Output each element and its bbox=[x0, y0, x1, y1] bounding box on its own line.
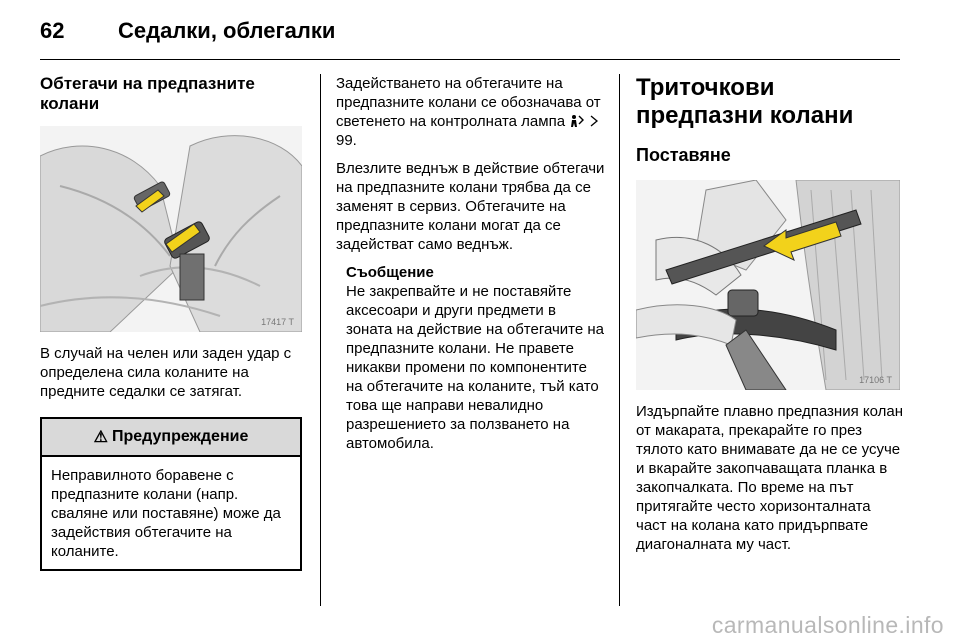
seat-belt-pretensioner-figure bbox=[40, 126, 302, 332]
fastening-belt-figure bbox=[636, 180, 900, 390]
belt-buckle-highlight-icon bbox=[166, 224, 200, 252]
direction-arrow bbox=[636, 180, 900, 390]
highlight-arrows bbox=[40, 126, 302, 332]
replacement-paragraph: Влезлите веднъж в действие обтегачи на предпазните колани трябва да се заменят в сервиз. Обтегачите на предпазните колани могат да се задействат само веднъж. bbox=[336, 160, 605, 253]
activation-indicator-paragraph bbox=[336, 74, 606, 150]
warning-header bbox=[42, 419, 300, 457]
column-middle bbox=[336, 74, 606, 453]
warning-title: Предупреждение bbox=[112, 428, 249, 445]
warning-box bbox=[40, 417, 302, 571]
pull-arrow-icon bbox=[764, 222, 841, 260]
section-heading-three-point-belts: Триточкови предпазни колани bbox=[636, 74, 854, 129]
warning-icon: ⚠ bbox=[93, 429, 108, 446]
section-heading-pretensioners: Обтегачи на предпазните колани bbox=[40, 74, 255, 113]
subheading-fastening: Поставяне bbox=[636, 145, 731, 165]
page-reference-icon bbox=[589, 113, 599, 130]
note-block bbox=[336, 263, 606, 453]
chapter-title: Седалки, облегалки bbox=[118, 18, 336, 43]
warning-text: Неправилното боравене с предпазните колани (напр. сваляне или поставяне) може да задействия обтегачите на коланите. bbox=[51, 467, 281, 560]
page-header bbox=[40, 18, 920, 62]
column-right bbox=[636, 74, 904, 554]
page-reference: 99. bbox=[336, 132, 357, 149]
figure-code: 17106 T bbox=[859, 375, 892, 385]
watermark: carmanualsonline.info bbox=[711, 612, 944, 638]
belt-buckle-highlight-icon bbox=[136, 190, 164, 212]
fastening-instructions: Издърпайте плавно предпазния колан от макарата, прекарайте го през тялото като внимавате да не се усуче и вкарайте закопчаващата планка в закопчалката. По време на път притягайте често хоризонталната част на колана като придърпвате диагоналната му част. bbox=[636, 403, 903, 553]
column-left bbox=[40, 74, 302, 571]
note-title: Съобщение bbox=[346, 264, 434, 281]
activation-indicator-text: Задействането на обтегачите на предпазните колани се обозначава от светенето на контролната лампа bbox=[336, 75, 601, 130]
page-number: 62 bbox=[40, 18, 65, 43]
note-text: Не закрепвайте и не поставяйте аксесоари и други предмети в зоната на действие на обтегачите на предпазните колани. Не правете никакви промени по компонентите на обтегачите на коланите, тъй като това ще направи невалидно разрешението за ползването на автомобила. bbox=[346, 283, 605, 452]
pretensioner-description: В случай на челен или заден удар с определена сила коланите на предните седалки се затягат. bbox=[40, 345, 292, 400]
column-divider bbox=[619, 74, 620, 606]
column-divider bbox=[320, 74, 321, 606]
airbag-warning-lamp-icon bbox=[569, 113, 589, 130]
figure-code: 17417 T bbox=[261, 317, 294, 327]
header-divider bbox=[40, 59, 900, 60]
